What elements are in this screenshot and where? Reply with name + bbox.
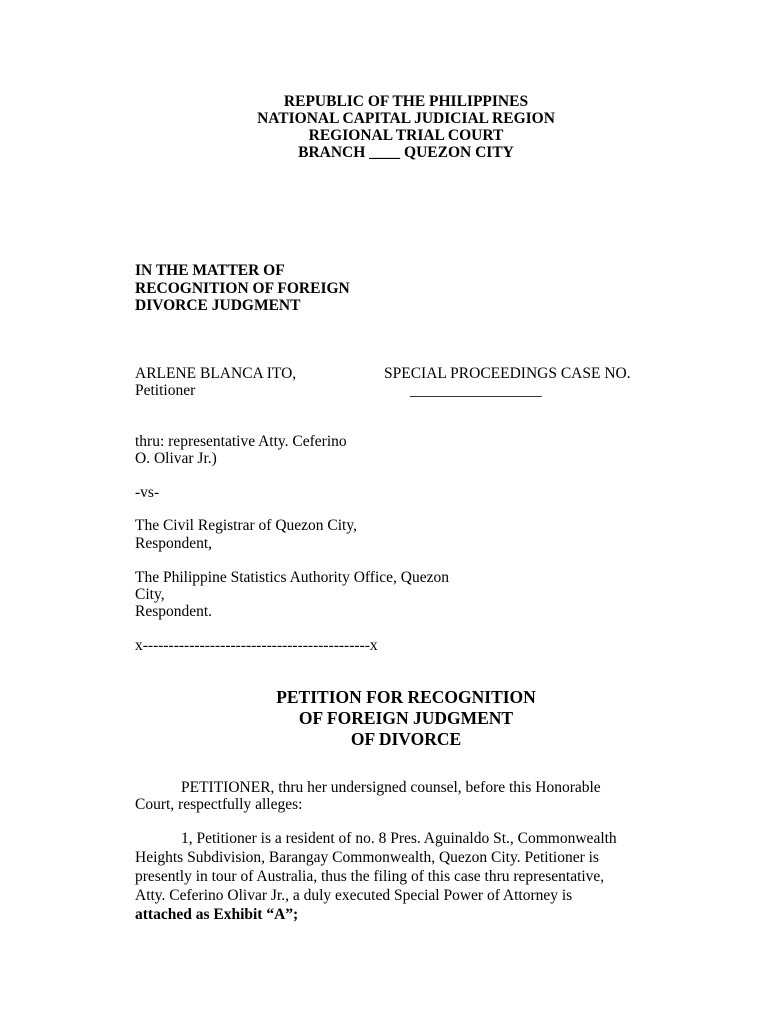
case-number-label: SPECIAL PROCEEDINGS CASE NO.	[384, 365, 631, 382]
case-number-blank: _________________	[410, 382, 542, 399]
petition-title-line-3: OF DIVORCE	[350, 729, 462, 749]
matter-line-1: IN THE MATTER OF	[135, 262, 285, 279]
paragraph-1-line-2: Heights Subdivision, Barangay Commonwealth, Quezon City. Petitioner is	[135, 849, 599, 866]
court-header-court: REGIONAL TRIAL COURT	[308, 127, 504, 144]
respondent-2-line-2: City,	[135, 586, 165, 603]
representative-line-1: thru: representative Atty. Ceferino	[135, 433, 347, 450]
matter-line-2: RECOGNITION OF FOREIGN	[135, 280, 350, 297]
court-header-republic: REPUBLIC OF THE PHILIPPINES	[283, 93, 529, 110]
petition-title-line-2: OF FOREIGN JUDGMENT	[298, 708, 514, 728]
petitioner-role: Petitioner	[135, 382, 196, 399]
respondent-2-line-3: Respondent.	[135, 603, 213, 620]
court-header-branch: BRANCH ____ QUEZON CITY	[298, 144, 514, 161]
respondent-1-line-2: Respondent,	[135, 535, 213, 552]
paragraph-1-line-4: Atty. Ceferino Olivar Jr., a duly executed Special Power of Attorney is	[135, 887, 573, 904]
court-header-region: NATIONAL CAPITAL JUDICIAL REGION	[257, 110, 555, 127]
respondent-2-line-1: The Philippine Statistics Authority Office, Quezon	[135, 569, 449, 586]
intro-line-1: PETITIONER, thru her undersigned counsel, before this Honorable	[181, 779, 601, 796]
matter-line-3: DIVORCE JUDGMENT	[135, 297, 301, 314]
caption-separator: x--------------------------------------------x	[135, 637, 378, 654]
respondent-1-line-1: The Civil Registrar of Quezon City,	[135, 517, 357, 534]
intro-line-2: Court, respectfully alleges:	[135, 796, 303, 813]
paragraph-1-line-3: presently in tour of Australia, thus the filing of this case thru representative,	[135, 868, 605, 885]
paragraph-1-line-5: attached as Exhibit “A”;	[135, 906, 299, 923]
paragraph-1-line-1: 1, Petitioner is a resident of no. 8 Pres. Aguinaldo St., Commonwealth	[181, 830, 617, 847]
versus-text: -vs-	[135, 484, 160, 501]
representative-line-2: O. Olivar Jr.)	[135, 450, 217, 467]
petition-title-line-1: PETITION FOR RECOGNITION	[276, 687, 536, 707]
petitioner-name: ARLENE BLANCA ITO,	[135, 365, 297, 382]
